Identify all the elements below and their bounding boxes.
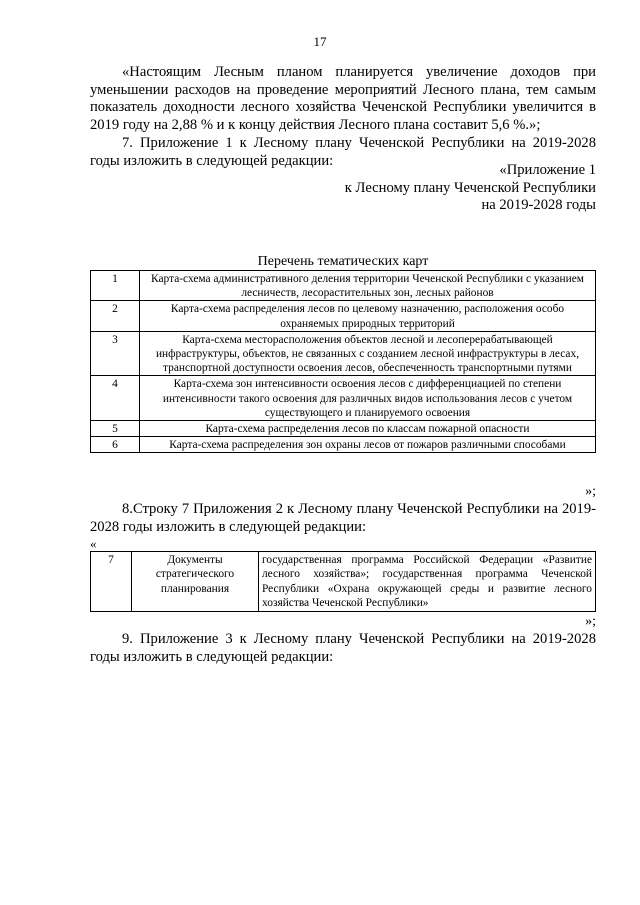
appendix-header-line: к Лесному плану Чеченской Республики bbox=[344, 179, 596, 196]
maps-table bbox=[90, 270, 596, 453]
maps-list-title: Перечень тематических карт bbox=[257, 254, 429, 269]
table-row bbox=[91, 376, 596, 421]
row-number: 5 bbox=[91, 421, 140, 437]
paragraph-row-7: 8.Строку 7 Приложения 2 к Лесному плану Чеченской Республики на 2019-2028 годы изложить в следующей редакции: bbox=[90, 501, 596, 535]
strategy-table bbox=[90, 551, 596, 612]
table-row bbox=[91, 437, 596, 453]
page-number: 17 bbox=[313, 34, 327, 49]
row-text: Карта-схема административного деления территории Чеченской Республики с указанием лесничеств, лесорастительных зон, лесных районов bbox=[140, 271, 596, 301]
table-row bbox=[91, 331, 596, 376]
row-number: 7 bbox=[91, 552, 132, 612]
quote-open-mark: « bbox=[90, 536, 97, 551]
table-row bbox=[91, 552, 596, 612]
row-text: Карта-схема распределения зон охраны лесов от пожаров различными способами bbox=[140, 437, 596, 453]
paragraph-appendix-3: 9. Приложение 3 к Лесному плану Чеченской Республики на 2019-2028 годы изложить в следующей редакции: bbox=[90, 631, 596, 665]
table-row bbox=[91, 301, 596, 331]
row-number: 1 bbox=[91, 271, 140, 301]
paragraph-appendix-1: 7. Приложение 1 к Лесному плану Чеченской Республики на 2019-2028 годы изложить в следующей редакции: bbox=[90, 135, 596, 169]
row-text: Карта-схема зон интенсивности освоения лесов с дифференциацией по степени интенсивности такого освоения для различных видов использования лесов с учетом существующего и планируемого освоения bbox=[140, 376, 596, 421]
row-number: 2 bbox=[91, 301, 140, 331]
table-row bbox=[91, 421, 596, 437]
paragraph-income: «Настоящим Лесным планом планируется увеличение доходов при уменьшении расходов на проведение мероприятий Лесного плана, тем самым показатель доходности лесного хозяйства Чеченской Республики увеличится в 2019 году на 2,88 % и к концу действия Лесного плана составит 5,6 %.»; bbox=[90, 64, 596, 133]
strategy-closing-quote: »; bbox=[585, 614, 596, 629]
row-name: Документы стратегического планирования bbox=[132, 552, 259, 612]
row-number: 4 bbox=[91, 376, 140, 421]
appendix-header bbox=[300, 162, 596, 215]
row-text: Карта-схема распределения лесов по целевому назначению, расположения особо охраняемых природных территорий bbox=[140, 301, 596, 331]
row-description: государственная программа Российской Федерации «Развитие лесного хозяйства»; государственная программа Чеченской Республики «Охрана окружающей среды и развитие лесного хозяйства Чеченской Республики» bbox=[259, 552, 596, 612]
table-row bbox=[91, 271, 596, 301]
row-number: 6 bbox=[91, 437, 140, 453]
appendix-header-line: «Приложение 1 bbox=[499, 162, 596, 178]
maps-closing-quote: »; bbox=[585, 484, 596, 499]
appendix-header-line: на 2019-2028 годы bbox=[481, 197, 596, 214]
row-text: Карта-схема распределения лесов по классам пожарной опасности bbox=[140, 421, 596, 437]
row-text: Карта-схема месторасположения объектов лесной и лесоперерабатывающей инфраструктуры, объектов, не связанных с созданием лесной инфраструктуры в лесах, транспортной доступности освоения лесов, обеспеченность транспортными путями bbox=[140, 331, 596, 376]
row-number: 3 bbox=[91, 331, 140, 376]
